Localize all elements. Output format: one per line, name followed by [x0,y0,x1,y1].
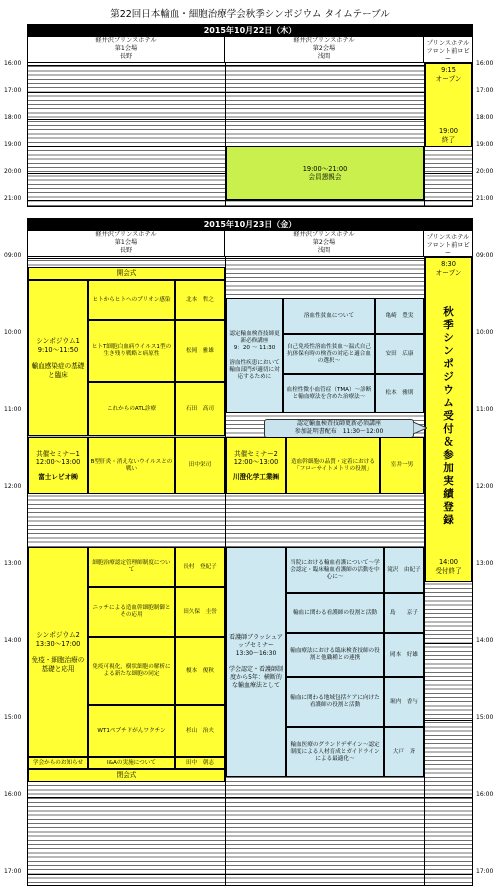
day2-time-label: 14:00 [4,637,22,644]
sym1-talk: ヒトからヒトへのプリオン感染 [88,280,175,320]
lecture-block: 認定輸血検査技師更新必修講座 9：20 ～ 11:30 溶血性疾患において輸血部門が適切に対応するために [226,298,283,413]
lecture-speaker: 松本 雅則 [375,374,424,413]
day1-party: 19:00～21:00 会員懇親会 [226,146,424,200]
nurse-talk: 輸血に関わる看護師の役割と活動 [286,593,384,633]
day1-table [27,24,473,207]
day1-time-label: 20:00 [4,168,22,175]
day2-time-label: 13:00 [476,560,494,567]
day2-time-label: 12:00 [476,483,494,490]
sym1-talk: これからのATL診療 [88,382,175,436]
seminar1: 共催セミナー1 12:00～13:00 富士レビオ㈱ [28,437,88,494]
notice-speaker: 田中 朝志 [175,757,225,769]
seminar2: 共催セミナー2 12:00～13:00 川澄化学工業㈱ [226,437,286,494]
day1-col3-header: プリンスホテル フロント前ロビー [424,37,472,63]
day2-registration: 8:30 オープン 秋季シンポジウム受付＆参加実績登録 14:00 受付終了 [425,257,472,582]
sym1-speaker: 北本 哲之 [175,280,225,320]
day1-col2-header: 軽井沢プリンスホテル 第2会場 浅間 [225,37,424,63]
day1-time-label: 18:00 [4,114,22,121]
day1-col1-header: 軽井沢プリンスホテル 第1会場 長野 [28,37,225,63]
sym2-speaker: 長村 登紀子 [175,547,225,587]
day1-time-label: 20:00 [476,168,494,175]
nurse-seminar: 看護師ブラッシュアップセミナー 13:30～16:30 学会認定・看護師制度から5年：横断的な輸血療法として [226,547,286,777]
day2-time-label: 13:00 [4,560,22,567]
day1-time-label: 21:00 [4,195,22,202]
lecture-talk: 血栓性微小血管症（TMA）～診断と輸血療法を含めた治療法～ [283,374,375,413]
closing-ceremony: 閉会式 [28,769,225,782]
sym2-speaker: 杉山 治夫 [175,705,225,757]
seminar2-speaker: 室井一男 [380,437,424,494]
notice-topic: I&Aの実施について [88,757,175,769]
nurse-talk: 輸血医療のグランドデザイン～認定制度による人材育成とガイドラインによる最適化～ [286,727,384,777]
day2-time-label: 11:00 [4,406,22,413]
day2-col2-header: 軽井沢プリンスホテル 第2会場 浅間 [225,231,424,257]
day1-date: 2015年10月22日（木） [28,25,472,37]
day1-time-label: 17:00 [476,87,494,94]
day2-time-label: 11:00 [476,406,494,413]
day2-time-label: 16:00 [4,791,22,798]
day2-time-label: 09:00 [4,252,22,259]
page-title: 第22回日本輸血・細胞治療学会秋季シンポジウム タイムテーブル [110,9,390,20]
symposium2: シンポジウム2 13:30～17:00 免疫・細胞治療の基礎と応用 [28,547,88,757]
day2-time-label: 14:00 [476,637,494,644]
opening-ceremony: 開会式 [28,267,225,280]
sym1-talk: ヒトT細胞白血病ウイルス1型の生き残り戦略と病原性 [88,320,175,382]
registration-vertical-label: 秋季シンポジウム受付＆参加実績登録 [443,306,454,526]
day2-col1-header: 軽井沢プリンスホテル 第1会場 長野 [28,231,225,257]
sym2-talk: 細胞治療認定管理師制度について [88,547,175,587]
nurse-talk: 輸血療法における臨床検査技師の役割と他職種との連携 [286,633,384,677]
day2-time-label: 10:00 [4,329,22,336]
nurse-speaker: 滝沢 由紀子 [384,547,424,593]
day2-time-label: 09:00 [476,252,494,259]
day2-col3-header: プリンスホテル フロント前ロビー [424,231,472,257]
sym2-talk: 免疫可視化，樹状細胞の解析による新たな細胞の同定 [88,637,175,705]
day1-time-label: 19:00 [4,141,22,148]
sym2-talk: WT1ペプチドがんワクチン [88,705,175,757]
certificate-callout: 認定輸血検査技師更新必須講座 参加証明書配布 11:30～12:00 [264,419,414,438]
sym1-speaker: 石田 高司 [175,382,225,436]
day1-time-label: 16:00 [476,60,494,67]
day2-time-label: 15:00 [4,714,22,721]
day1-reception: 9:15 オープン 19:00 終了 [425,63,472,147]
sym2-speaker: 榎本 俊秋 [175,637,225,705]
day2-table [27,218,473,886]
lecture-talk: 自己免疫性溶血性貧血～温式自己抗体保有時の検査の対応と適合血の選択～ [283,334,375,374]
nurse-speaker: 島 京子 [384,593,424,633]
day2-time-label: 17:00 [476,868,494,875]
day1-time-label: 17:00 [4,87,22,94]
day2-time-label: 15:00 [476,714,494,721]
nurse-speaker: 大戸 斉 [384,727,424,777]
symposium1: シンポジウム1 9:10～11:50 輸血感染症の基礎と臨床 [28,280,88,436]
day1-time-label: 16:00 [4,60,22,67]
seminar1-talk: B型肝炎・消えないウイルスとの戦い [88,437,175,494]
seminar1-speaker: 田中栄司 [175,437,225,494]
lecture-talk: 溶血性貧血について [283,298,375,334]
nurse-talk: 輸血に関わる地域包括ケアに向けた看護師の役割と活動 [286,677,384,727]
callout-arrow [413,420,427,436]
lecture-speaker: 亀崎 豊実 [375,298,424,334]
lecture-speaker: 安田 広康 [375,334,424,374]
seminar2-talk: 造血幹細胞の品質・定着における「フローサイトメトリの役割」 [286,437,380,494]
day2-date: 2015年10月23日（金） [28,219,472,231]
sym2-speaker: 田久保 圭誉 [175,587,225,637]
nurse-talk: 当院における輸血看護について～学会認定・臨床輸血看護師の活動を中心に～ [286,547,384,593]
day2-time-label: 10:00 [476,329,494,336]
day1-time-label: 21:00 [476,195,494,202]
day2-time-label: 17:00 [4,868,22,875]
nurse-speaker: 堀内 香与 [384,677,424,727]
day1-time-label: 19:00 [476,141,494,148]
nurse-speaker: 岡本 好雄 [384,633,424,677]
notice-label: 学会からのお知らせ [28,757,88,769]
sym2-talk: ニッチによる造血幹細胞制御とその応用 [88,587,175,637]
day2-time-label: 12:00 [4,483,22,490]
day1-time-label: 18:00 [476,114,494,121]
day2-time-label: 16:00 [476,791,494,798]
sym1-speaker: 松岡 雅雄 [175,320,225,382]
